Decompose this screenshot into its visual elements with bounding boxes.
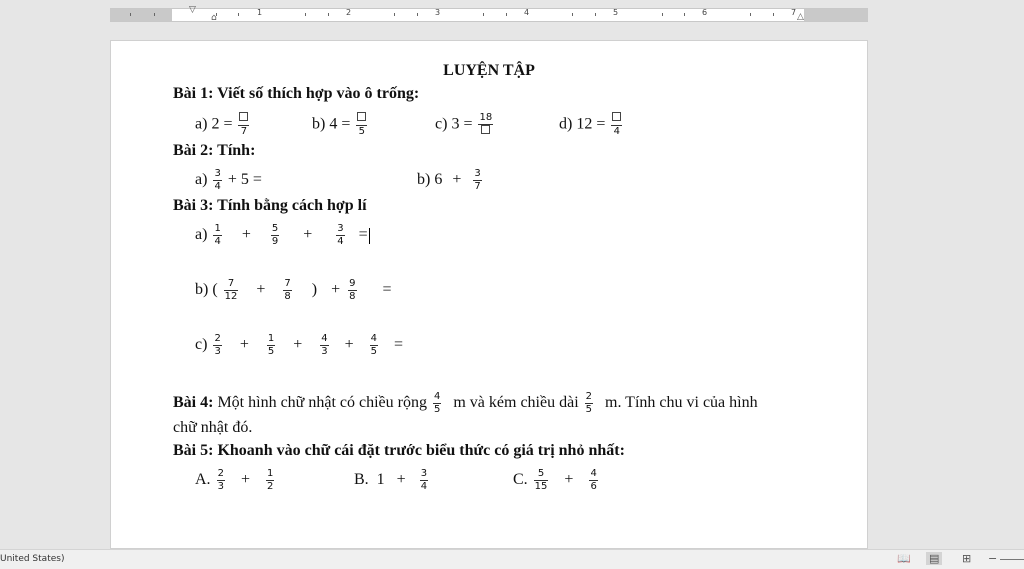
fraction: $\frac{5}{9}$: [271, 223, 279, 247]
blank-box[interactable]: [481, 125, 490, 134]
ruler-right-margin: [804, 9, 868, 21]
exercise-4-line-2: chữ nhật đó.: [173, 419, 253, 436]
item-label: d): [559, 115, 573, 133]
fraction: $\frac{4}{3}$: [321, 333, 328, 357]
fraction: $\frac{3}{4}$: [337, 223, 344, 247]
equals-sign: =: [394, 336, 404, 354]
fraction: $\frac{3}{7}$: [474, 168, 481, 192]
ruler-tick: [662, 13, 663, 16]
fraction: $\frac{7}{8}$: [284, 278, 291, 302]
exercise-1d: [559, 112, 624, 138]
fraction: $\frac{2}{3}$: [217, 468, 224, 492]
exercise-3c: [195, 333, 403, 358]
plus-sign: +: [256, 281, 266, 299]
expression: + 5 =: [227, 171, 262, 189]
zoom-out-icon[interactable]: −: [988, 552, 998, 565]
ruler-tick: [238, 13, 239, 16]
exercise-1c: [435, 112, 495, 138]
fraction: $\frac{9}{8}$: [349, 278, 356, 302]
fraction: $\frac{4}{6}$: [590, 468, 597, 492]
exercise-2b: [417, 168, 484, 193]
blank-box[interactable]: [612, 112, 621, 121]
exercise-4-heading: Bài 4:: [173, 394, 214, 412]
ruler-tick: [595, 13, 596, 16]
exercise-1a: [195, 112, 251, 138]
ruler-left-margin: [110, 9, 172, 21]
ruler-tick: [750, 13, 751, 16]
expression: 3 =: [451, 115, 473, 133]
exercise-5-option-b[interactable]: [354, 468, 430, 493]
ruler-tick: [773, 13, 774, 16]
ruler-number: 2: [346, 8, 352, 17]
fraction: $\frac{7}{12}$: [224, 278, 238, 302]
ruler-tick: [394, 13, 395, 16]
item-label: a): [195, 226, 208, 244]
item-label: b): [312, 115, 326, 133]
exercise-4-text: m. Tính chu vi của hình: [605, 394, 758, 412]
fraction: $\frac{5}{15}$: [534, 468, 548, 492]
ruler-tick: [154, 13, 155, 16]
option-label: A.: [195, 471, 211, 489]
whole-number: 1: [376, 471, 385, 489]
plus-sign: +: [452, 171, 462, 189]
right-indent-marker[interactable]: △: [797, 12, 804, 22]
ruler-number: 6: [702, 8, 708, 17]
ruler-tick: [417, 13, 418, 16]
ruler-tick: [305, 13, 306, 16]
print-layout-icon[interactable]: ▤: [926, 552, 942, 565]
page-title: LUYỆN TẬP: [443, 62, 535, 79]
plus-sign: +: [293, 336, 303, 354]
exercise-5-option-a[interactable]: [195, 468, 276, 493]
plus-sign: +: [241, 226, 251, 244]
option-label: B.: [354, 471, 369, 489]
blank-box[interactable]: [239, 112, 248, 121]
ruler-tick: [328, 13, 329, 16]
expression: 12 =: [576, 115, 606, 133]
close-paren: ): [311, 281, 318, 299]
fraction: $\frac{4}{5}$: [433, 391, 441, 415]
language-indicator[interactable]: United States): [0, 554, 65, 564]
open-paren: (: [212, 281, 218, 299]
exercise-5-option-c[interactable]: [513, 468, 600, 493]
item-label: a): [195, 115, 208, 133]
fraction: $\frac{3}{4}$: [214, 168, 221, 192]
fraction: $\frac{1}{2}$: [266, 468, 274, 492]
plus-sign: +: [564, 471, 574, 489]
exercise-4-text: Một hình chữ nhật có chiều rộng: [217, 394, 427, 412]
fraction: $\frac{4}{5}$: [370, 333, 378, 357]
exercise-3-heading: Bài 3: Tính bằng cách hợp lí: [173, 197, 367, 214]
ruler-tick: [572, 13, 573, 16]
ruler-number: 3: [435, 8, 441, 17]
fraction: 18: [478, 112, 493, 138]
ruler-number: 5: [613, 8, 619, 17]
exercise-1b: [312, 112, 369, 138]
fraction: 5: [356, 112, 367, 138]
item-label: a): [195, 171, 208, 189]
fraction: 7: [238, 112, 249, 138]
fraction: 4: [611, 112, 622, 138]
fraction: $\frac{2}{3}$: [214, 333, 221, 357]
horizontal-ruler[interactable]: [110, 5, 868, 22]
item-label: c): [195, 336, 208, 354]
exercise-4-text: m và kém chiều dài: [453, 394, 579, 412]
exercise-3b: [195, 278, 392, 303]
option-label: C.: [513, 471, 528, 489]
item-label: b): [195, 281, 209, 299]
item-label: c): [435, 115, 448, 133]
ruler-number: 1: [257, 8, 263, 17]
plus-sign: +: [396, 471, 406, 489]
equals-sign: =: [358, 226, 368, 244]
ruler-number: 7: [791, 8, 797, 17]
exercise-4-line-1: [173, 391, 758, 416]
fraction: $\frac{1}{4}$: [214, 223, 221, 247]
first-line-indent-marker[interactable]: ▽: [189, 5, 196, 15]
fraction: $\frac{2}{5}$: [585, 391, 593, 415]
ruler-tick: [506, 13, 507, 16]
fraction: $\frac{1}{5}$: [267, 333, 275, 357]
item-label: b) 6: [417, 171, 443, 189]
equals-sign: =: [382, 281, 392, 299]
fraction: $\frac{3}{4}$: [420, 468, 428, 492]
exercise-2-heading: Bài 2: Tính:: [173, 142, 256, 159]
plus-sign: +: [239, 336, 249, 354]
plus-sign: +: [303, 226, 313, 244]
exercise-5-heading: Bài 5: Khoanh vào chữ cái đặt trước biểu thức có giá trị nhỏ nhất:: [173, 442, 625, 459]
document-page[interactable]: [110, 40, 868, 549]
ruler-number: 4: [524, 8, 530, 17]
plus-sign: +: [344, 336, 354, 354]
hanging-indent-marker[interactable]: ⌂: [211, 13, 217, 23]
expression: 2 =: [211, 115, 233, 133]
ruler-tick: [684, 13, 685, 16]
read-mode-icon[interactable]: 📖: [897, 552, 911, 565]
ruler-tick: [130, 13, 131, 16]
exercise-2a: [195, 168, 262, 193]
expression: 4 =: [329, 115, 351, 133]
plus-sign: +: [331, 281, 341, 299]
exercise-3a[interactable]: [195, 223, 370, 248]
status-bar: [0, 549, 1024, 569]
plus-sign: +: [240, 471, 250, 489]
exercise-1-heading: Bài 1: Viết số thích hợp vào ô trống:: [173, 85, 420, 102]
blank-box[interactable]: [357, 112, 366, 121]
text-cursor: [369, 228, 370, 244]
ruler-tick: [483, 13, 484, 16]
web-layout-icon[interactable]: ⊞: [962, 552, 972, 565]
zoom-slider[interactable]: [1000, 559, 1024, 560]
